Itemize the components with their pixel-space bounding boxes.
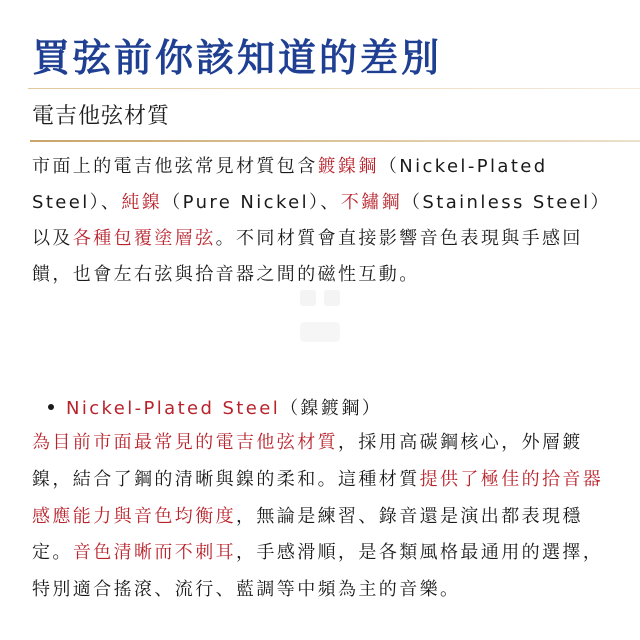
- nickel-description: [32, 425, 612, 609]
- highlight-nickel-plated: 鍍鎳鋼: [317, 156, 379, 177]
- intro-text-1: 市面上的電吉他弦常見材質包含: [32, 156, 318, 177]
- highlight-pickup-response: 提供了極佳的拾音器感應能力與音色均衡度: [32, 468, 604, 527]
- watermark-glyph: [286, 282, 356, 352]
- watermark-icon: [286, 282, 356, 352]
- highlight-coated: 各種包覆塗層弦: [72, 228, 216, 249]
- section-heading: 電吉他弦材質: [32, 104, 171, 129]
- section-divider: [30, 140, 640, 142]
- bullet-dot-icon: [48, 404, 54, 410]
- intro-text-5: 。不同材質會直接影響音色表現與手感回饋，也會左右弦與拾音器之間的磁性互動。: [32, 228, 583, 285]
- bullet-nickel-plated-steel: [48, 394, 382, 424]
- bullet-term: Nickel-Plated Steel: [66, 398, 281, 419]
- intro-text-3: （Pure Nickel）、: [162, 192, 341, 213]
- title-divider: [28, 88, 640, 89]
- highlight-clear-tone: 音色清晰而不刺耳: [72, 542, 237, 564]
- intro-text-4: （Stainless Steel）以及: [32, 192, 611, 249]
- highlight-pure-nickel: 純鎳: [121, 192, 163, 213]
- page-title: 買弦前你該知道的差別: [32, 36, 443, 80]
- body-text-1: ，採用高碳鋼核心，外層鍍鎳，結合了鋼的清晰與鎳的柔和。這種材質: [32, 432, 583, 490]
- intro-text-2: （Nickel-Plated Steel）、: [32, 156, 548, 213]
- intro-paragraph: [32, 149, 612, 293]
- body-text-3: ，手感滑順，是各類風格最通用的選擇，特別適合搖滾、流行、藍調等中頻為主的音樂。: [32, 542, 604, 601]
- highlight-stainless: 不鏽鋼: [340, 192, 403, 213]
- highlight-most-common: 為目前市面最常見的電吉他弦材質: [32, 432, 338, 453]
- body-text-2: ，無論是練習、錄音還是演出都表現穩定。: [32, 505, 583, 564]
- bullet-term-zh: （鎳鍍鋼）: [280, 398, 383, 419]
